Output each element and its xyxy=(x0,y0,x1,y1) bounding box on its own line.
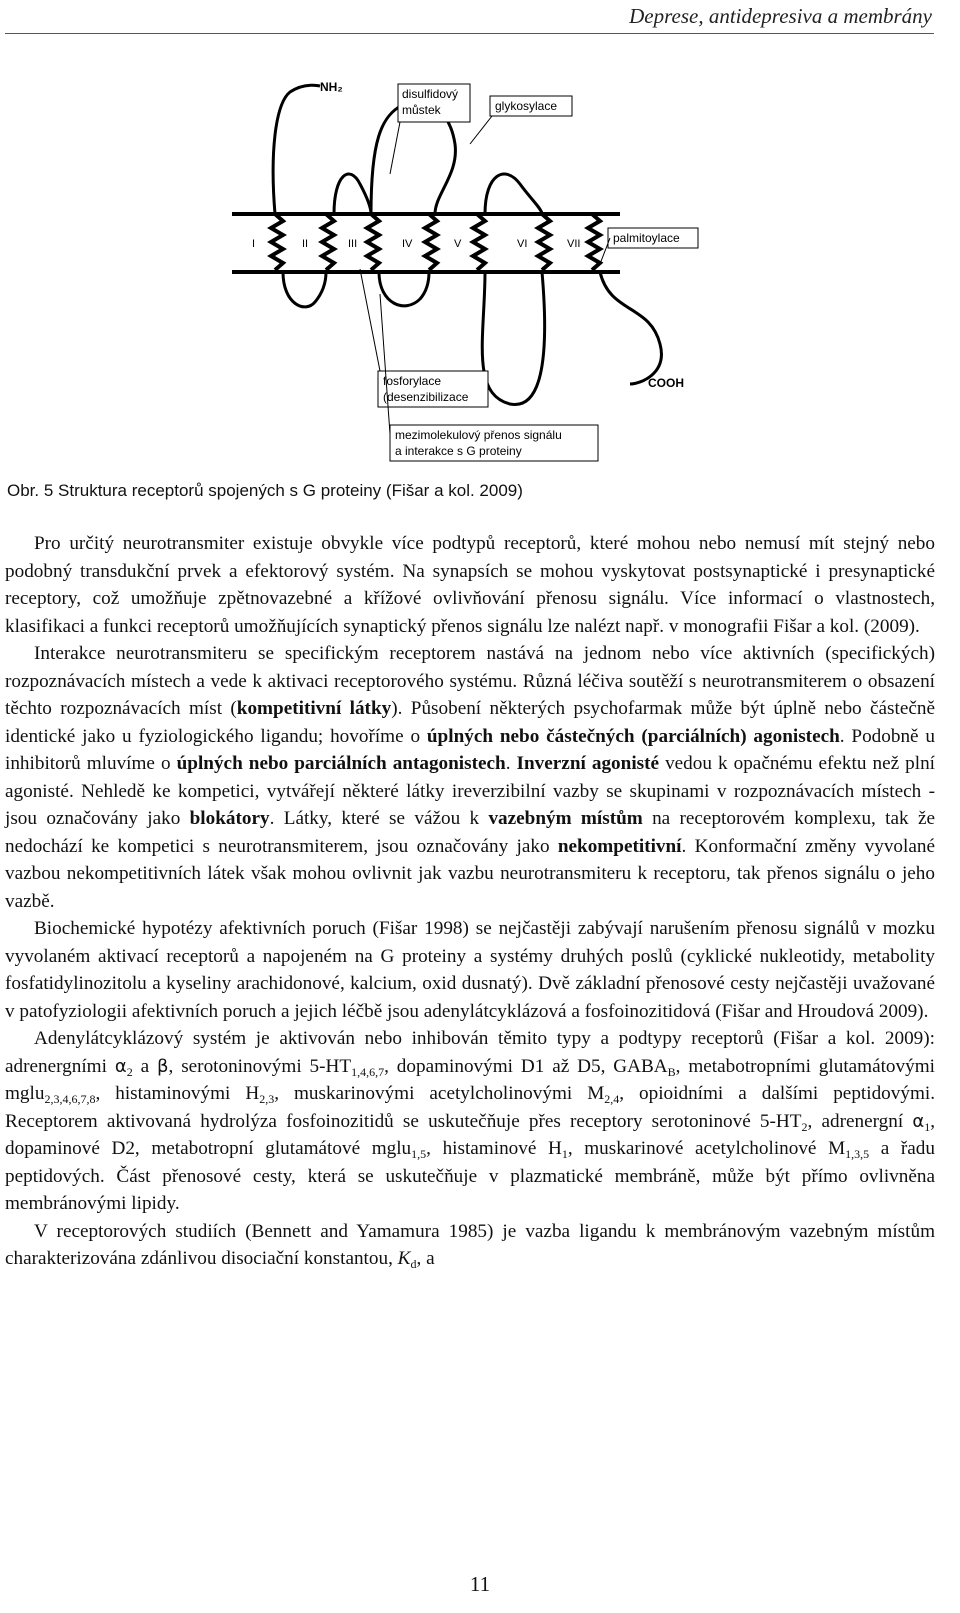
gpcr-diagram xyxy=(230,64,730,484)
helix-label-7: VII xyxy=(567,238,581,250)
helix-label-6: VI xyxy=(517,238,528,250)
signal-label-1: mezimolekulový přenos signálu xyxy=(395,428,562,442)
helix-label-4: IV xyxy=(402,238,413,250)
paragraph-5: V receptorových studiích (Bennett and Yamamura 1985) je vazba ligandu k membránovým vazebným místům charakterizována zdánlivou disociační konstantou, $K_d$, a xyxy=(5,1220,935,1271)
disulfide-label-2: můstek xyxy=(402,103,441,117)
protein-chain xyxy=(273,85,661,404)
signal-label-2: a interakce s G proteiny xyxy=(395,444,522,458)
paragraph-2: Interakce neurotransmiteru se specifickým receptorem nastává na jednom nebo více aktivních (specifických) rozpoznávacích místech a vede k aktivaci receptorového systému. Různá léčiva soutěží s neurotransmiterem o obsazení těchto rozpoznávacích míst (kompetitivní látky). Působení některých psychofarmak může být úplně nebo částečně identické jako u fyziologického ligandu; hovoříme o úplných nebo částečných (parciálních) agonistech. Podobně u inhibitorů mluvíme o úplných nebo parciálních antagonistech. Inverzní agonisté vedou k opačnému efektu než plní agonisté. Nehledě ke kompetici, vytvářejí některé látky ireverzibilní vazby se skupinami v rozpoznávacích místech - jsou označovány jako blokátory. Látky, které se vážou k vazebným místům na receptorovém komplexu, tak že nedochází ke kompetici s neurotransmiterem, jsou označovány jako nekompetitivní. Konformační změny vyvolané vazbou nekompetitivních látek však mohou ovlivnit jak vazbu neurotransmiteru k receptoru, tak přenos signálu o jeho vazbě. xyxy=(5,643,935,912)
paragraph-1: Pro určitý neurotransmiter existuje obvykle více podtypů receptorů, které mohou nebo nemusí mít stejný nebo podobný transdukční prvek a efektorový systém. Na synapsích se mohou vyskytovat postsynaptické i presynaptické receptory, což umožňuje zpětnovazebné a křížové ovlivňování přenosu signálu. Více informací o vlastnostech, klasifikaci a funkci receptorů umožňujících synaptický přenos signálu lze nalézt např. v monografii Fišar a kol. (2009). xyxy=(5,533,935,637)
header-divider xyxy=(5,33,934,34)
phosphorylation-label-2: (desenzibilizace xyxy=(383,390,469,404)
paragraph-3: Biochemické hypotézy afektivních poruch (Fišar 1998) se nejčastěji zabývají narušením přenosu signálů v mozku vyvolaném aktivací receptorů a napojeném na G proteiny a systémy druhých poslů (cyklické nukleotidy, metabolity fosfatidylinozitolu a kyseliny arachidonové, kalcium, oxid dusnatý). Dvě základní přenosové cesty nejčastěji uvažované v patofyziologii afektivních poruch a jejich léčbě jsou adenylátcyklázová a fosfoinozitidová (Fišar and Hroudová 2009). xyxy=(5,918,935,1022)
figure-caption: Obr. 5 Struktura receptorů spojených s G proteiny (Fišar a kol. 2009) xyxy=(7,481,523,500)
helix-label-2: II xyxy=(302,238,309,250)
helix-label-3: III xyxy=(348,238,358,250)
palmitoylation-label: palmitoylace xyxy=(613,231,680,245)
helix-zigzags xyxy=(271,214,600,270)
disulfide-label-1: disulfidový xyxy=(402,87,459,101)
helix-label-1: I xyxy=(252,238,256,250)
body-text xyxy=(5,530,935,1273)
running-header: Deprese, antidepresiva a membrány xyxy=(629,4,932,28)
helix-labels xyxy=(252,238,580,250)
glycosylation-label: glykosylace xyxy=(495,99,558,113)
cooh-label: COOH xyxy=(648,376,684,390)
gpcr-structure-figure xyxy=(230,64,730,484)
phosphorylation-label-1: fosforylace xyxy=(383,374,442,388)
paragraph-4: Adenylátcyklázový systém je aktivován nebo inhibován těmito typy a podtypy receptorů (Fišar a kol. 2009): adrenergními $\alpha_2$ a β, serotoninovými $5-HT_{1,4,6,7}$, dopaminovými D1 až D5, $GABA_B$, metabotropními glutamátovými mglu$_{2,3,4,6,7,8}$, histaminovými $H_{2,3}$, muskarinovými acetylcholinovými $M_{2,4}$, opioidními a dalšími peptidovými. Receptorem aktivovaná hydrolýza fosfoinozitidů se uskutečňuje přes receptory serotoninové $5-HT_2$, adrenergní $\alpha_1$, dopaminové D2, metabotropní glutamátové mglu$_{1,5}$, histaminové $H_1$, muskarinové acetylcholinové $M_{1,3,5}$ a řadu peptidových. Část přenosové cesty, která se uskutečňuje v plazmatické membráně, může být přímo ovlivněna membránovými lipidy. xyxy=(5,1028,936,1214)
page-number: 11 xyxy=(469,1572,491,1596)
helix-label-5: V xyxy=(454,238,462,250)
nh2-label: NH₂ xyxy=(320,80,343,94)
